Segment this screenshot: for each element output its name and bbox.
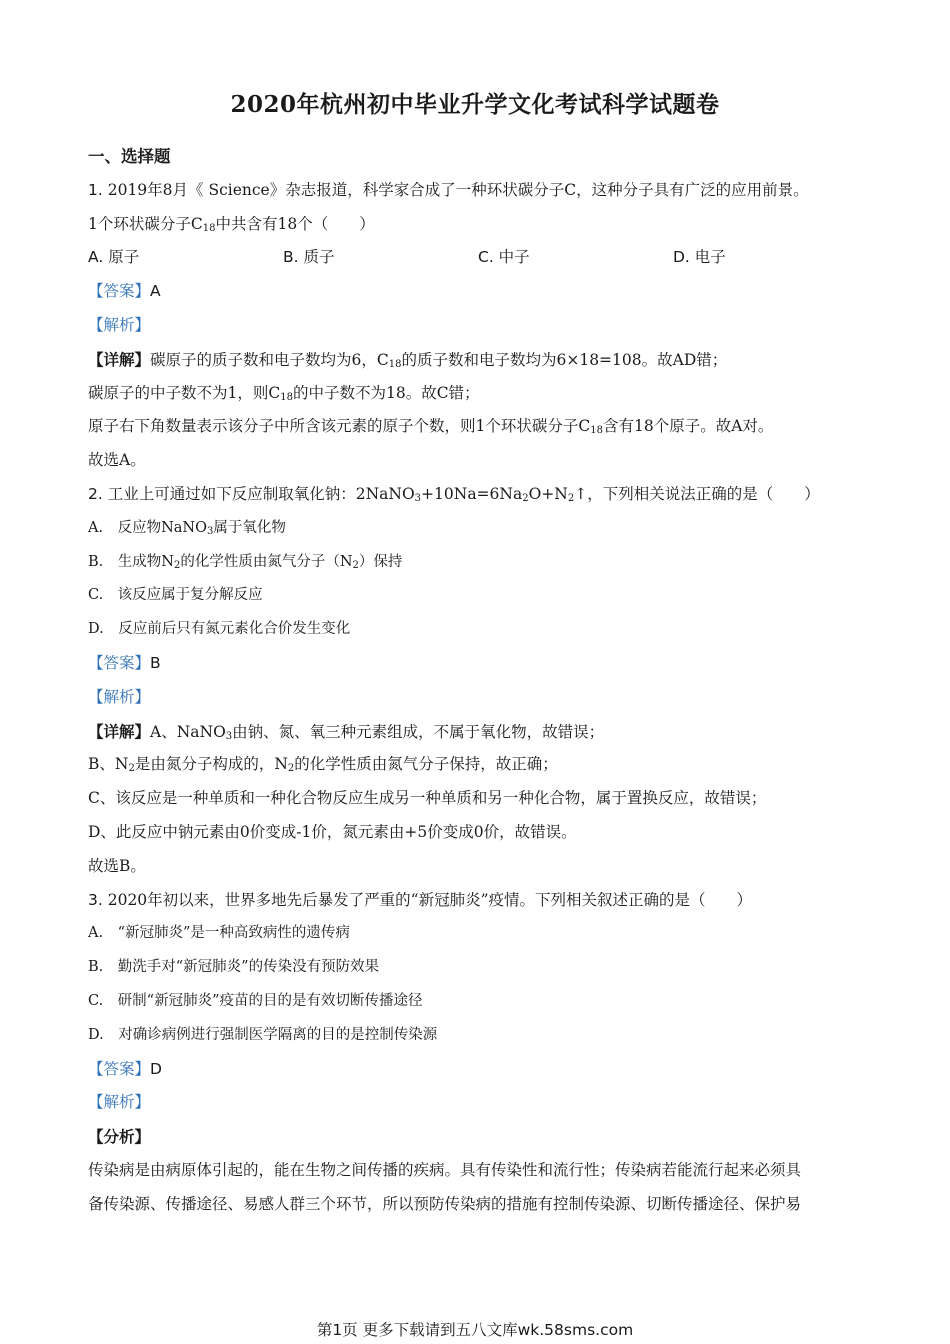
q1-d1b: 的质子数和电子数均为6×18=108。故AD错； <box>401 350 728 369</box>
q2-detail-2 <box>88 748 868 782</box>
q1-option-b-text: 质子 <box>298 248 335 267</box>
q1-answer-label: 【答案】 <box>88 282 151 301</box>
q3-paragraph-2: 备传染源、传播途径、易感人群三个环节，所以预防传染病的措施有控制传染源、切断传播途径、保护易 <box>88 1194 802 1213</box>
q3-fenxi-label: 【分析】 <box>88 1127 151 1147</box>
q2-optB-c: ）保持 <box>358 553 403 570</box>
q3-option-d: D. 对确诊病例进行强制医学隔离的目的是控制传染源 <box>88 1026 438 1043</box>
q1-d2b: 的中子数不为18。故C错； <box>292 383 480 402</box>
q1-option-c <box>478 241 673 275</box>
q2-stem-c: O+N <box>528 484 568 503</box>
q2-optA-sub: 3 <box>207 525 214 537</box>
q2-optB-a: B. 生成物N <box>88 553 174 570</box>
q2-stem-sub1: 3 <box>414 492 422 504</box>
q1-stem-line1 <box>88 174 868 208</box>
q2-optB-b: 的化学性质由氮气分子（N <box>180 553 353 570</box>
q2-d2-sub2: 2 <box>287 763 295 775</box>
q2-stem-sub3: 2 <box>567 492 575 504</box>
q1-number: 1. <box>88 180 103 199</box>
q3-paragraph-1: 传染病是由病原体引起的，能在生物之间传播的疾病。具有传染性和流行性；传染病若能流行起来必须具 <box>88 1160 802 1179</box>
q1-stem-text1: 2019年8月《 Science》杂志报道，科学家合成了一种环状碳分子C，这种分子具有广泛的应用前景。 <box>102 180 809 199</box>
q3-fenxi <box>88 1120 868 1154</box>
page-title: 2020年杭州初中毕业升学文化考试科学试题卷 <box>230 91 720 118</box>
q2-stem-d: ↑，下列相关说法正确的是（ ） <box>574 484 820 503</box>
q2-d1a: A、NaNO <box>150 722 226 741</box>
q2-option-d: D. 反应前后只有氮元素化合价发生变化 <box>88 621 351 638</box>
q2-stem-sub2: 2 <box>522 492 529 504</box>
q1-d3-sub: 18 <box>590 425 603 437</box>
q3-answer-value: D <box>150 1059 162 1078</box>
q2-answer-value: B <box>150 653 161 672</box>
q2-analysis-label: 【解析】 <box>88 687 151 706</box>
q2-stem <box>88 478 868 512</box>
q2-d1b: 由钠、氮、氧三种元素组成，不属于氧化物，故错误； <box>232 722 605 741</box>
q1-detail-1 <box>88 343 868 377</box>
q2-number: 2. <box>88 484 103 503</box>
q1-option-c-key: C. <box>478 248 494 267</box>
q2-detail-label: 【详解】 <box>88 721 151 741</box>
q2-stem-b: +10Na=6Na <box>421 484 523 503</box>
q3-option-b: B. 勤洗手对“新冠肺炎”的传染没有预防效果 <box>88 959 380 976</box>
q3-answer-label: 【答案】 <box>88 1059 151 1078</box>
q1-d1-sub: 18 <box>388 358 402 370</box>
q2-d2-sub: 2 <box>128 763 135 775</box>
q3-option-a: A. “新冠肺炎”是一种高致病性的遗传病 <box>88 925 350 942</box>
q1-options <box>88 241 868 275</box>
q3-number: 3. <box>88 890 103 909</box>
q1-option-b-key: B. <box>283 248 299 267</box>
q1-detail-2 <box>88 377 868 411</box>
q2-stem-a: 工业上可通过如下反应制取氧化钠：2NaNO <box>102 484 415 503</box>
q2-d2a: B、N <box>88 755 129 774</box>
q2-detail-1 <box>88 715 868 749</box>
q3-analysis <box>88 1086 868 1120</box>
q3-answer <box>88 1053 868 1087</box>
q3-stem <box>88 884 868 918</box>
q3-option-c: C. 研制“新冠肺炎”疫苗的目的是有效切断传播途径 <box>88 992 423 1009</box>
q2-optB-sub2: 2 <box>352 559 359 571</box>
q2-d1-sub: 3 <box>225 730 233 742</box>
q3-stem-text: 2020年初以来，世界多地先后暴发了严重的“新冠肺炎”疫情。下列相关叙述正确的是（ ） <box>102 890 753 909</box>
q1-option-b <box>283 241 478 275</box>
q1-option-d-text: 电子 <box>689 248 726 267</box>
q1-d1a: 碳原子的质子数和电子数均为6，C <box>150 350 389 369</box>
q2-d2c: 的化学性质由氮气分子保持，故正确； <box>294 755 558 774</box>
q1-d2-sub: 18 <box>280 391 293 403</box>
q2-detail-3: C、该反应是一种单质和一种化合物反应生成另一种单质和另一种化合物，属于置换反应，故错误； <box>88 789 767 808</box>
q2-d2b: 是由氮分子构成的，N <box>134 755 288 774</box>
q2-option-c: C. 该反应属于复分解反应 <box>88 587 263 604</box>
q1-d3b: 含有18个原子。故A对。 <box>602 417 774 436</box>
q2-optA-b: 属于氧化物 <box>213 519 286 536</box>
q2-option-b <box>88 546 868 580</box>
q1-option-a-text: 原子 <box>103 248 140 267</box>
q1-stem2-sub: 18 <box>202 222 216 234</box>
q1-stem2b: 中共含有18个（ ） <box>215 214 375 233</box>
q1-analysis-label: 【解析】 <box>88 315 151 334</box>
q1-option-d-key: D. <box>673 248 690 267</box>
q1-d2a: 碳原子的中子数不为1，则C <box>88 383 281 402</box>
q2-answer <box>88 647 868 681</box>
q2-conclusion: 故选B。 <box>88 856 146 875</box>
q1-option-a <box>88 241 283 275</box>
q1-conclusion: 故选A。 <box>88 451 146 470</box>
q1-d3a: 原子右下角数量表示该分子中所含该元素的原子个数，则1个环状碳分子C <box>88 417 591 436</box>
q1-detail-3 <box>88 410 868 444</box>
content <box>88 140 868 1222</box>
q1-answer <box>88 275 868 309</box>
q2-answer-label: 【答案】 <box>88 653 151 672</box>
q2-detail-4: D、此反应中钠元素由0价变成-1价，氮元素由+5价变成0价，故错误。 <box>88 822 577 841</box>
q1-analysis <box>88 309 868 343</box>
page-footer: 第1页 更多下载请到五八文库wk.58sms.com <box>316 1321 634 1339</box>
q1-stem2a: 1个环状碳分子C <box>88 214 203 233</box>
q2-analysis <box>88 681 868 715</box>
section-heading: 一、选择题 <box>88 147 171 166</box>
q2-option-a <box>88 512 868 546</box>
q2-optA-a: A. 反应物NaNO <box>88 519 207 536</box>
q1-option-d <box>673 241 868 275</box>
q1-answer-value: A <box>150 282 161 301</box>
q1-option-a-key: A. <box>88 248 104 267</box>
q1-stem-line2 <box>88 208 868 242</box>
q1-detail-label: 【详解】 <box>88 349 151 369</box>
q1-option-c-text: 中子 <box>493 248 530 267</box>
q2-optB-sub: 2 <box>173 559 181 571</box>
q3-analysis-label: 【解析】 <box>88 1093 151 1112</box>
